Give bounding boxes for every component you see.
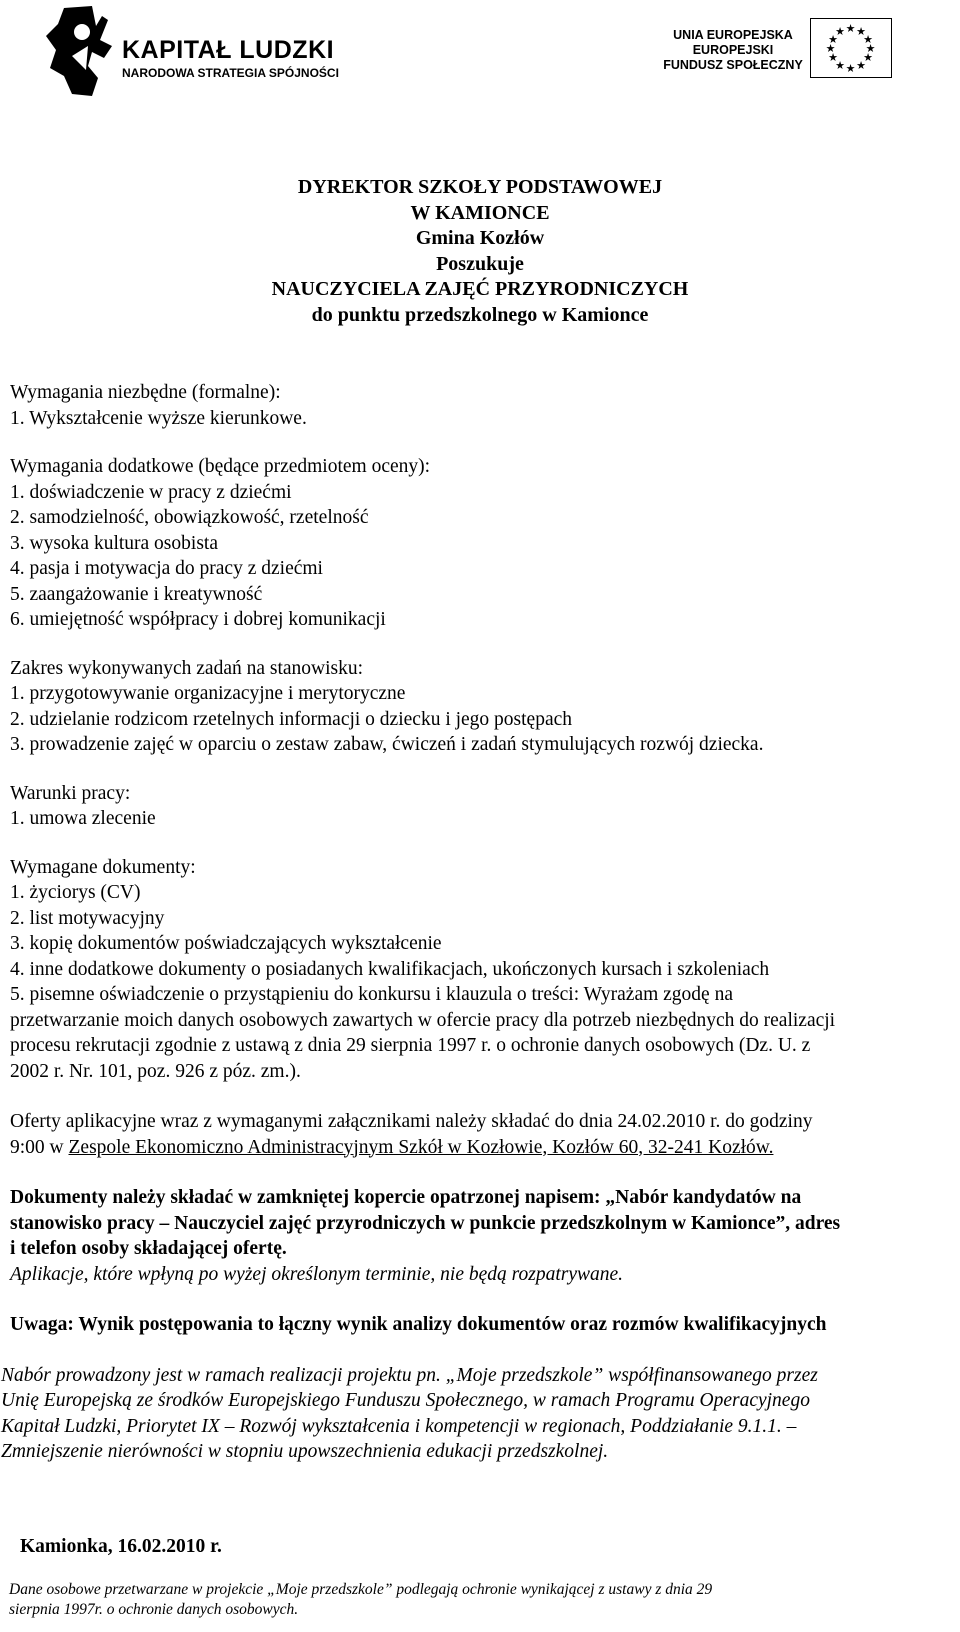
- list-item-continuation: procesu rekrutacji zgodnie z ustawą z dnia 29 sierpnia 1997 r. o ochronie danych osobowych (Dz. U. z: [10, 1035, 811, 1056]
- list-item: 2. samodzielność, obowiązkowość, rzetelność: [10, 507, 369, 528]
- list-item-continuation: przetwarzanie moich danych osobowych zawartych w ofercie pracy dla potrzeb niezbędnych do realizacji: [10, 1009, 836, 1031]
- list-item: 1. przygotowywanie organizacyjne i merytoryczne: [10, 683, 406, 704]
- eu-logo-line: UNIA EUROPEJSKA: [673, 28, 793, 42]
- footer-line: sierpnia 1997r. o ochronie danych osobowych.: [9, 1601, 299, 1618]
- project-info-line: Zmniejszenie nierówności w stopniu upowszechnienia edukacji przedszkolnej.: [1, 1441, 609, 1462]
- conditions-heading: Warunki pracy:: [10, 782, 131, 804]
- svg-text:★: ★: [845, 22, 856, 35]
- project-info-line: Unię Europejską ze środków Europejskiego Funduszu Społecznego, w ramach Programu Operacyjnego: [1, 1390, 810, 1411]
- title-line: DYREKTOR SZKOŁY PODSTAWOWEJ: [297, 176, 663, 198]
- tasks-heading: Zakres wykonywanych zadań na stanowisku:: [10, 657, 364, 679]
- notice: Uwaga: Wynik postępowania to łączny wynik analizy dokumentów oraz rozmów kwalifikacyjnych: [10, 1314, 827, 1335]
- late-applications-note: Aplikacje, które wpłyną po wyżej określonym terminie, nie będą rozpatrywane.: [10, 1263, 624, 1285]
- document-body: [1, 380, 955, 1465]
- list-item-continuation: 2002 r. Nr. 101, poz. 926 z póz. zm.).: [10, 1060, 301, 1082]
- project-info-line: Nabór prowadzony jest w ramach realizacji projektu pn. „Moje przedszkole” współfinansowanego przez: [1, 1364, 818, 1386]
- announcement-title: [0, 175, 960, 328]
- svg-text:★: ★: [828, 51, 838, 64]
- title-line: NAUCZYCIELA ZAJĘĆ PRZYRODNICZYCH: [271, 278, 689, 300]
- list-item: 5. zaangażowanie i kreatywność: [10, 583, 263, 605]
- list-item: 2. list motywacyjny: [10, 907, 165, 929]
- list-item: 1. doświadczenie w pracy z dziećmi: [10, 481, 292, 503]
- list-item: 3. prowadzenie zajęć w oparciu o zestaw zabaw, ćwiczeń i zadań stymulujących rozwój dziecka.: [10, 734, 764, 755]
- list-item: 1. życiorys (CV): [10, 882, 141, 903]
- list-item: 1. umowa zlecenie: [10, 808, 156, 829]
- submission-instructions: i telefon osoby składającej ofertę.: [10, 1238, 287, 1259]
- svg-text:★: ★: [835, 25, 845, 38]
- list-item: 3. kopię dokumentów poświadczających wykształcenie: [10, 933, 442, 954]
- eu-efs-logo: [660, 18, 900, 88]
- list-item: 6. umiejętność współpracy i dobrej komunikacji: [10, 609, 386, 630]
- eu-logo-line: FUNDUSZ SPOŁECZNY: [663, 58, 803, 72]
- additional-requirements-heading: Wymagania dodatkowe (będące przedmiotem oceny):: [10, 456, 431, 477]
- svg-text:★: ★: [856, 25, 866, 38]
- footer-line: Dane osobowe przetwarzane w projekcie „Moje przedszkole” podlegają ochronie wynikającej z ustawy z dnia 29: [9, 1581, 713, 1598]
- list-item: 3. wysoka kultura osobista: [10, 532, 218, 554]
- documents-heading: Wymagane dokumenty:: [10, 856, 196, 878]
- kapital-ludzki-title: KAPITAŁ LUDZKI: [122, 36, 335, 64]
- footer-note: [9, 1580, 712, 1620]
- svg-text:★: ★: [865, 42, 876, 55]
- project-info: [1, 1363, 955, 1465]
- offers-address-prefix: 9:00 w: [10, 1136, 69, 1158]
- eu-logo-text: [660, 28, 806, 73]
- svg-text:★: ★: [845, 62, 856, 75]
- list-item: 2. udzielanie rodzicom rzetelnych informacji o dziecku i jego postępach: [10, 708, 573, 730]
- eu-logo-line: EUROPEJSKI: [692, 43, 774, 57]
- svg-text:★: ★: [835, 59, 845, 72]
- list-item: 5. pisemne oświadczenie o przystąpieniu do konkursu i klauzula o treści: Wyrażam zgodę na: [10, 984, 733, 1005]
- offers-address: [10, 1135, 955, 1161]
- title-line: Poszukuje: [436, 252, 524, 275]
- title-line: W KAMIONCE: [410, 201, 550, 224]
- kapital-ludzki-emblem-icon: [42, 6, 120, 98]
- list-item: 1. Wykształcenie wyższe kierunkowe.: [10, 407, 307, 429]
- kapital-ludzki-subtitle: NARODOWA STRATEGIA SPÓJNOŚCI: [122, 66, 339, 80]
- submission-instructions: Dokumenty należy składać w zamkniętej kopercie opatrzonej napisem: „Nabór kandydatów na: [10, 1187, 802, 1208]
- list-item: 4. pasja i motywacja do pracy z dziećmi: [10, 558, 323, 579]
- place-and-date: Kamionka, 16.02.2010 r.: [20, 1536, 222, 1557]
- formal-requirements-heading: Wymagania niezbędne (formalne):: [10, 382, 281, 403]
- title-line: Gmina Kozłów: [415, 227, 545, 249]
- submission-address-link[interactable]: Zespole Ekonomiczno Administracyjnym Szkół w Kozłowie, Kozłów 60, 32-241 Kozłów.: [68, 1136, 774, 1158]
- svg-text:★: ★: [825, 42, 836, 55]
- svg-text:★: ★: [863, 33, 873, 46]
- eu-flag-icon: [810, 18, 892, 78]
- kapital-ludzki-logo: [42, 6, 342, 98]
- offers-deadline: Oferty aplikacyjne wraz z wymaganymi załącznikami należy składać do dnia 24.02.2010 r. do godziny: [10, 1111, 813, 1132]
- svg-text:★: ★: [856, 59, 866, 72]
- project-info-line: Kapitał Ludzki, Priorytet IX – Rozwój wykształcenia i kompetencji w regionach, Poddziałanie 9.1.1. –: [1, 1415, 797, 1437]
- svg-text:★: ★: [828, 33, 838, 46]
- list-item: 4. inne dodatkowe dokumenty o posiadanych kwalifikacjach, ukończonych kursach i szkoleniach: [10, 958, 770, 980]
- submission-instructions: stanowisko pracy – Nauczyciel zajęć przyrodniczych w punkcie przedszkolnym w Kamionce”, adres: [10, 1212, 841, 1234]
- svg-text:★: ★: [863, 51, 873, 64]
- title-line: do punktu przedszkolnego w Kamionce: [311, 303, 649, 326]
